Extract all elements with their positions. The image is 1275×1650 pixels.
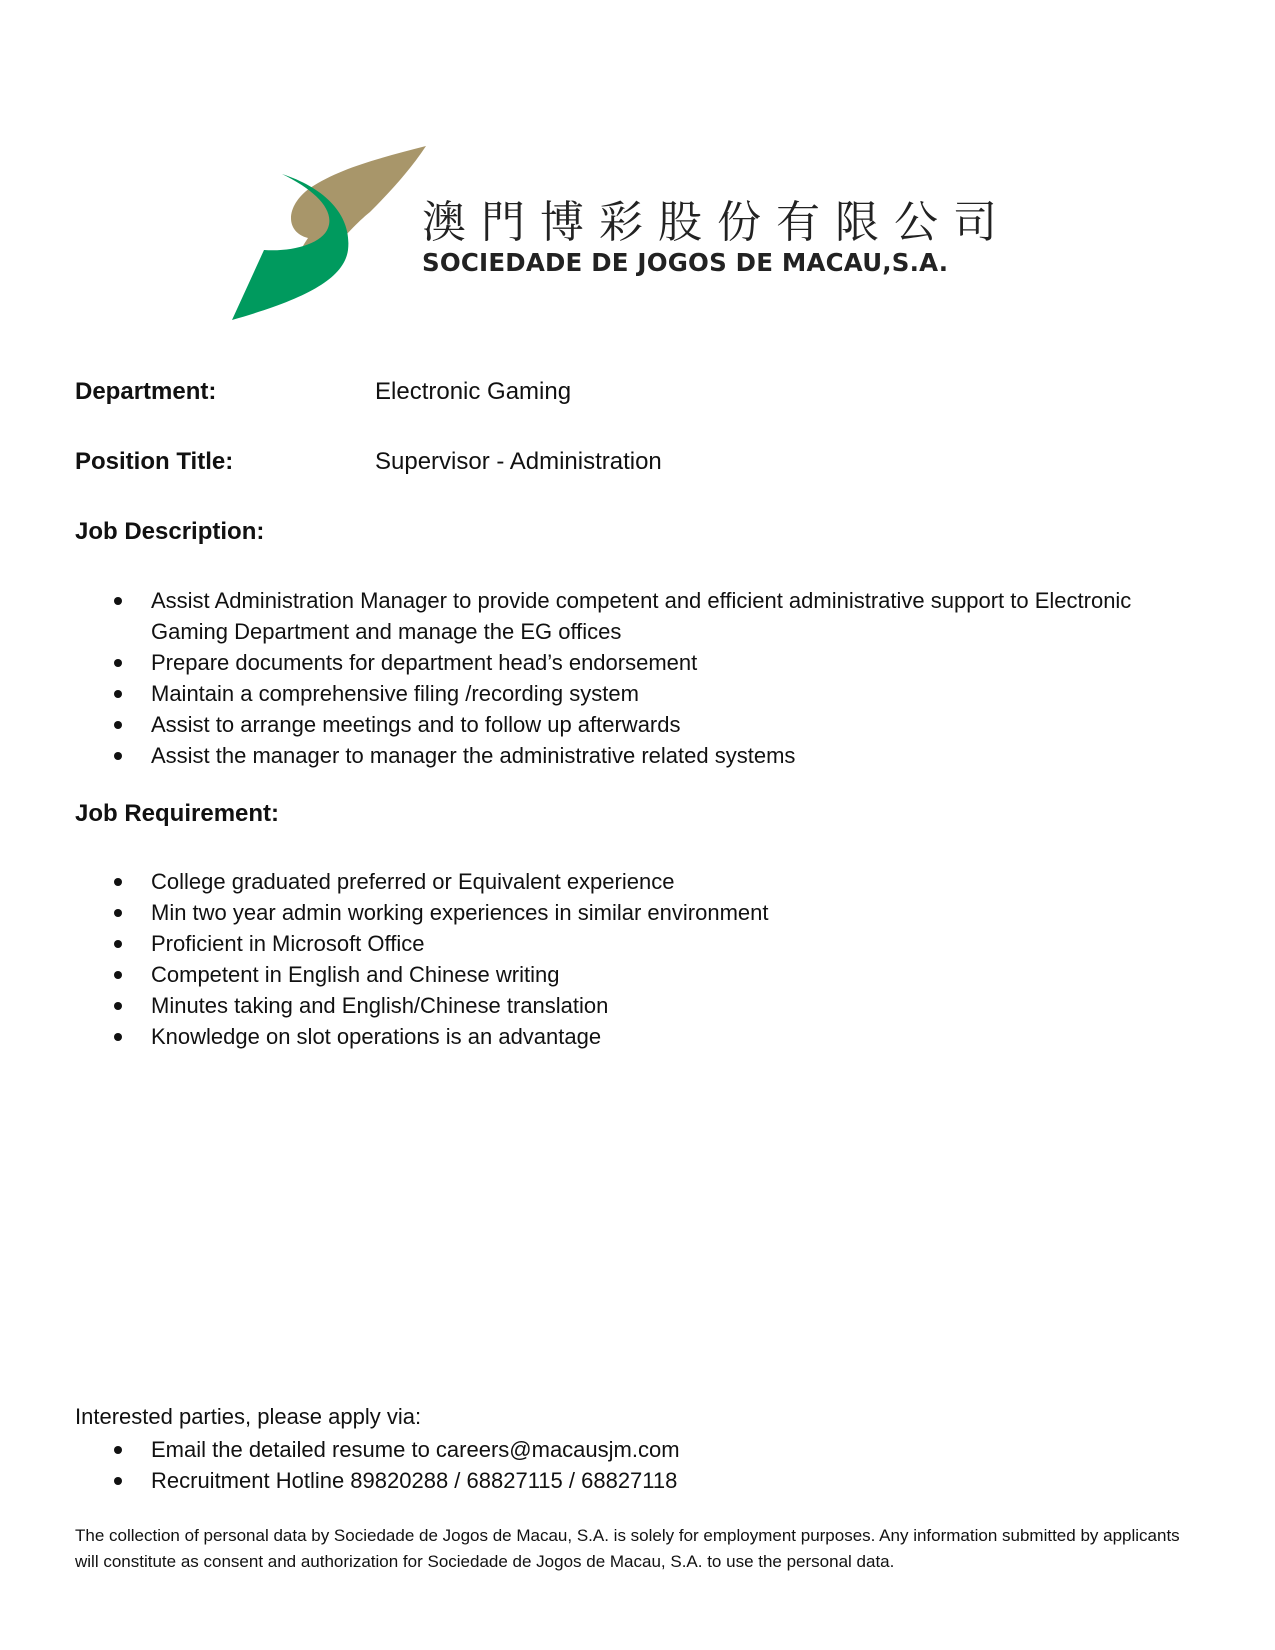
list-item: Assist the manager to manager the administrative related systems xyxy=(75,740,1205,771)
position-value: Supervisor - Administration xyxy=(375,448,662,475)
privacy-disclaimer: The collection of personal data by Sociedade de Jogos de Macau, S.A. is solely for employment purposes. Any information submitted by applicants will constitute as consent and authorization for Sociedade de Jogos de Macau, S.A. to use the personal data. xyxy=(75,1526,1180,1571)
logo-company-name: SOCIEDADE DE JOGOS DE MACAU,S.A. xyxy=(422,248,949,277)
apply-email-item: Email the detailed resume to careers@macausjm.com xyxy=(75,1434,1205,1465)
job-description-list xyxy=(75,585,1205,771)
apply-intro: Interested parties, please apply via: xyxy=(75,1404,422,1429)
list-item: Prepare documents for department head’s endorsement xyxy=(75,647,1205,678)
list-item: Competent in English and Chinese writing xyxy=(75,959,1205,990)
list-item: Min two year admin working experiences in similar environment xyxy=(75,897,1205,928)
department-value: Electronic Gaming xyxy=(375,378,572,405)
apply-hotline-item: Recruitment Hotline 89820288 / 68827115 / 68827118 xyxy=(75,1465,1205,1496)
job-requirement-heading: Job Requirement: xyxy=(75,800,280,827)
list-item: Assist to arrange meetings and to follow up afterwards xyxy=(75,709,1205,740)
list-item: Assist Administration Manager to provide competent and efficient administrative support to Electronic Gaming Department and manage the EG offices xyxy=(75,585,1205,647)
apply-list xyxy=(75,1434,1205,1496)
position-row xyxy=(75,448,662,476)
job-description-heading: Job Description: xyxy=(75,518,265,545)
logo-emblem-icon xyxy=(230,140,430,320)
company-logo xyxy=(230,140,1012,320)
list-item: Knowledge on slot operations is an advantage xyxy=(75,1021,1205,1052)
job-requirement-list xyxy=(75,866,1205,1052)
list-item: Minutes taking and English/Chinese translation xyxy=(75,990,1205,1021)
list-item: Proficient in Microsoft Office xyxy=(75,928,1205,959)
department-row xyxy=(75,378,571,406)
list-item: Maintain a comprehensive filing /recording system xyxy=(75,678,1205,709)
department-label: Department: xyxy=(75,378,217,405)
list-item: College graduated preferred or Equivalent experience xyxy=(75,866,1205,897)
logo-chinese-name: 澳門博彩股份有限公司 xyxy=(422,197,1012,248)
position-label: Position Title: xyxy=(75,448,234,475)
